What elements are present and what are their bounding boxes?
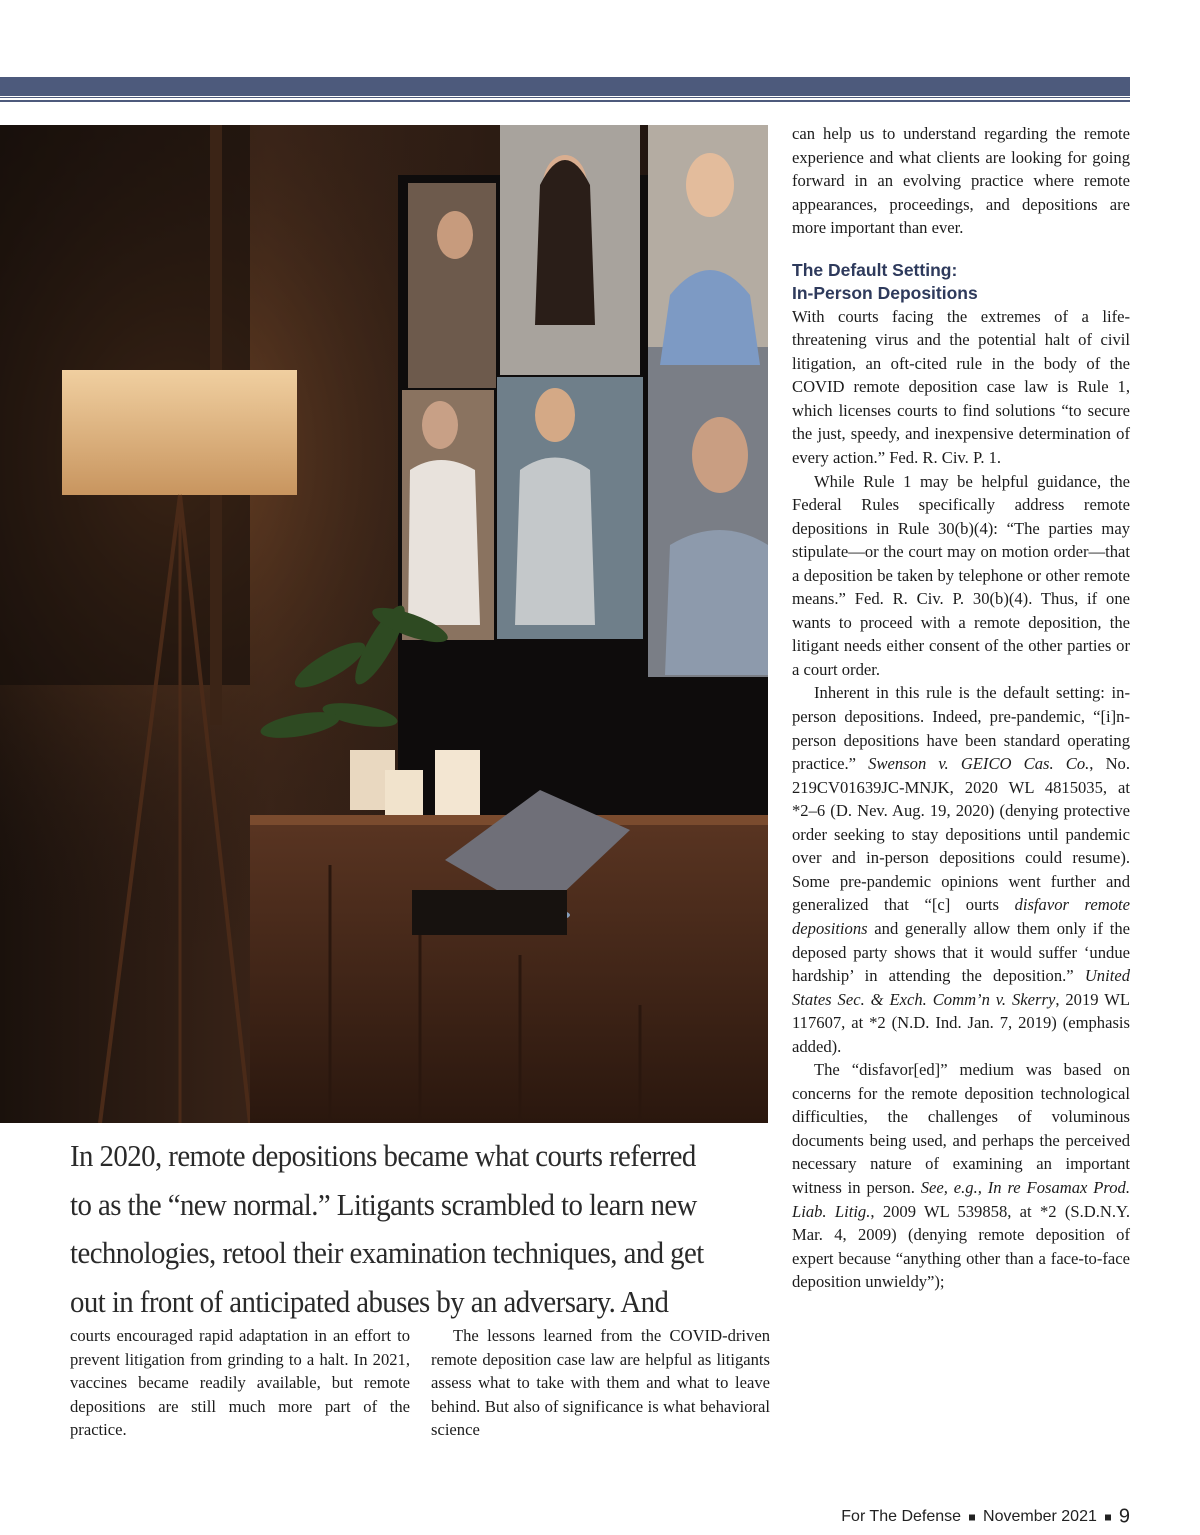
pull-quote: In 2020, remote depositions became what courts referred to as the “new normal.” Litigants scrambled to learn new technologies, retool their examination techniques, and get out in front of anticipated abuses by an adversary. And xyxy=(70,1138,704,1319)
paragraph: can help us to understand regarding the remote experience and what clients are looking for going forward in an evolving practice where remote appearances, proceedings, and depositions are more important than ever. xyxy=(792,124,1130,238)
header-rule-line xyxy=(0,97,1130,98)
section-heading-line: The Default Setting: xyxy=(792,259,958,280)
text-run: Inherent in this rule is the default setting: in-person depositions. Indeed, pre-pandemic, “[i]n-person depositions have been standard operating practice.” xyxy=(792,683,1130,774)
case-citation: United States Sec. & Exch. Comm’n v. Skerry xyxy=(792,966,1130,1009)
text-run: , 2019 WL 117607, at *2 (N.D. Ind. Jan. 7, 2019) (emphasis added). xyxy=(792,989,1130,1056)
text-run: , 2009 WL 539858, at *2 (S.D.N.Y. Mar. 4, 2009) (denying remote deposition of expert because “anything other than a face-to-face deposition unwieldy”); xyxy=(792,1201,1130,1292)
article-column-left xyxy=(70,1324,410,1442)
text-run: The “disfavor[ed]” medium was based on concerns for the remote deposition technological difficulties, the challenges of voluminous documents being used, and perhaps the perceived necessary nature of examining an important witness in person. xyxy=(792,1060,1130,1197)
paragraph: While Rule 1 may be helpful guidance, the Federal Rules specifically address remote depositions in Rule 30(b)(4): “The parties may stipulate—or the court may on motion order—that a deposition be taken by telephone or other remote means.” Fed. R. Civ. P. 30(b)(4). Thus, if one wants to proceed with a remote deposition, the litigant needs either consent of the other parties or a court order. xyxy=(792,471,1130,679)
header-rule-line xyxy=(0,100,1130,102)
case-citation: See, e.g., In re Fosamax Prod. Liab. Litig. xyxy=(792,1177,1130,1221)
text-run: and generally allow them only if the deposed party shows that it would suffer ‘undue hardship’ in attending the deposition.” xyxy=(792,918,1130,986)
page-footer xyxy=(841,1506,1130,1529)
section-heading xyxy=(792,259,1130,305)
paragraph: The lessons learned from the COVID-driven remote deposition case law are helpful as litigants assess what to take with them and what to leave behind. But also of significance is what behavioral science xyxy=(431,1326,770,1440)
issue-date: November 2021 xyxy=(983,1508,1097,1526)
separator-square-icon xyxy=(969,1514,975,1520)
paragraph: courts encouraged rapid adaptation in an effort to prevent litigation from grinding to a halt. In 2021, vaccines became readily available, but remote depositions are still much more part of the practice. xyxy=(70,1326,410,1440)
paragraph: With courts facing the extremes of a life-threatening virus and the potential halt of civil litigation, an oft-cited rule in the body of the COVID remote deposition case law is Rule 1, which licenses courts to find solutions “to secure the just, speedy, and inexpensive determination of every action.” Fed. R. Civ. P. 1. xyxy=(792,306,1130,468)
case-citation: Swenson v. GEICO Cas. Co. xyxy=(868,754,1090,774)
publication-name: For The Defense xyxy=(841,1508,962,1526)
text-run: , No. 219CV01639JC-MNJK, 2020 WL 4815035, at *2–6 (D. Nev. Aug. 19, 2020) (denying protective order seeking to stay depositions until pandemic over and in-person depositions could resume). Some pre-pandemic opinions went further and generalized that “[c] ourts xyxy=(792,754,1130,915)
section-heading-line: In-Person Depositions xyxy=(792,282,978,303)
article-photo xyxy=(0,125,768,1123)
emphasis: disfavor remote depositions xyxy=(792,895,1130,938)
header-rule-bar xyxy=(0,77,1130,96)
paragraph xyxy=(792,1058,1130,1293)
article-column-right xyxy=(792,122,1130,1294)
page-number: 9 xyxy=(1118,1505,1130,1528)
separator-square-icon xyxy=(1105,1514,1111,1520)
article-column-middle xyxy=(431,1324,770,1442)
paragraph xyxy=(792,681,1130,1058)
